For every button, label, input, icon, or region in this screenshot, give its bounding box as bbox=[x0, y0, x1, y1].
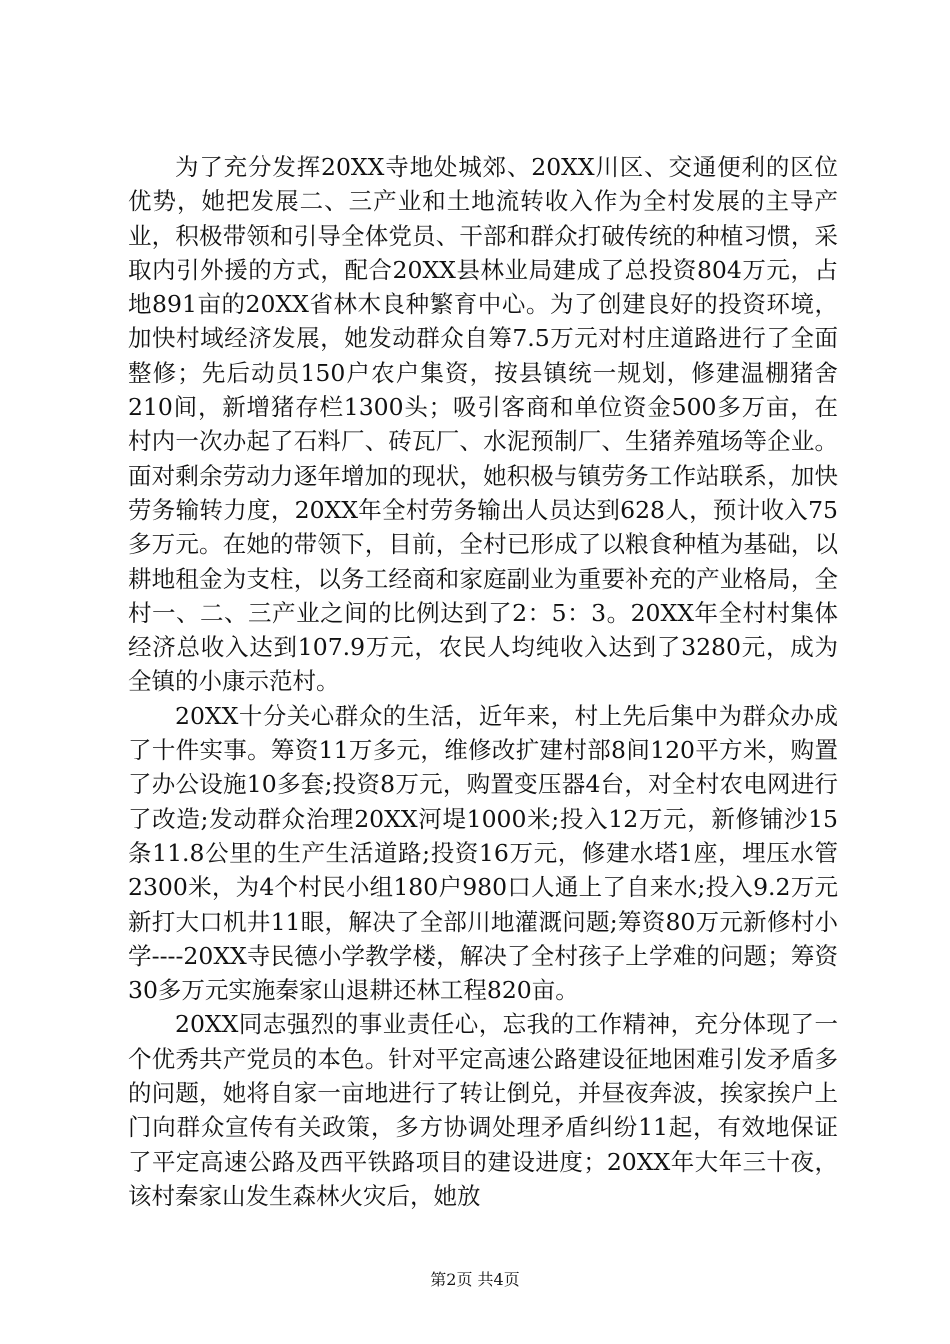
paragraph-2: 20XX十分关心群众的生活，近年来，村上先后集中为群众办成了十件实事。筹资11万多元，维修改扩建村部8间120平方米，购置了办公设施10多套;投资8万元，购置变压器4台，对全村农电网进行了改造;发动群众治理20XX河堤1000米;投入12万元，新修铺沙15条11.8公里的生产生活道路;投资16万元，修建水塔1座，埋压水管2300米，为4个村民小组180户980口人通上了自来水;投入9.2万元新打大口机井11眼，解决了全部川地灌溉问题;筹资80万元新修村小学----20XX寺民德小学教学楼，解决了全村孩子上学难的问题；筹资30多万元实施秦家山退耕还林工程820亩。 bbox=[128, 701, 838, 1005]
paragraph-3: 20XX同志强烈的事业责任心，忘我的工作精神，充分体现了一个优秀共产党员的本色。针对平定高速公路建设征地困难引发矛盾多的问题，她将自家一亩地进行了转让倒兑，并昼夜奔波，挨家挨户上门向群众宣传有关政策，多方协调处理矛盾纠纷11起，有效地保证了平定高速公路及西平铁路项目的建设进度；20XX年大年三十夜，该村秦家山发生森林火灾后，她放 bbox=[128, 1010, 838, 1210]
page-footer: 第2页 共4页 bbox=[430, 1270, 520, 1289]
document-body bbox=[128, 150, 838, 1213]
paragraph-1: 为了充分发挥20XX寺地处城郊、20XX川区、交通便利的区位优势，她把发展二、三产业和土地流转收入作为全村发展的主导产业，积极带领和引导全体党员、干部和群众打破传统的种植习惯，采取内引外援的方式，配合20XX县林业局建成了总投资804万元，占地891亩的20XX省林木良种繁育中心。为了创建良好的投资环境，加快村域经济发展，她发动群众自筹7.5万元对村庄道路进行了全面整修；先后动员150户农户集资，按县镇统一规划，修建温棚猪舍210间，新增猪存栏1300头；吸引客商和单位资金500多万亩，在村内一次办起了石料厂、砖瓦厂、水泥预制厂、生猪养殖场等企业。面对剩余劳动力逐年增加的现状，她积极与镇劳务工作站联系，加快劳务输转力度，20XX年全村劳务输出人员达到628人，预计收入75多万元。在她的带领下，目前，全村已形成了以粮食种植为基础，以耕地租金为支柱，以务工经商和家庭副业为重要补充的产业格局，全村一、二、三产业之间的比例达到了2：5：3。20XX年全村村集体经济总收入达到107.9万元，农民人均纯收入达到了3280元，成为全镇的小康示范村。 bbox=[128, 153, 838, 696]
